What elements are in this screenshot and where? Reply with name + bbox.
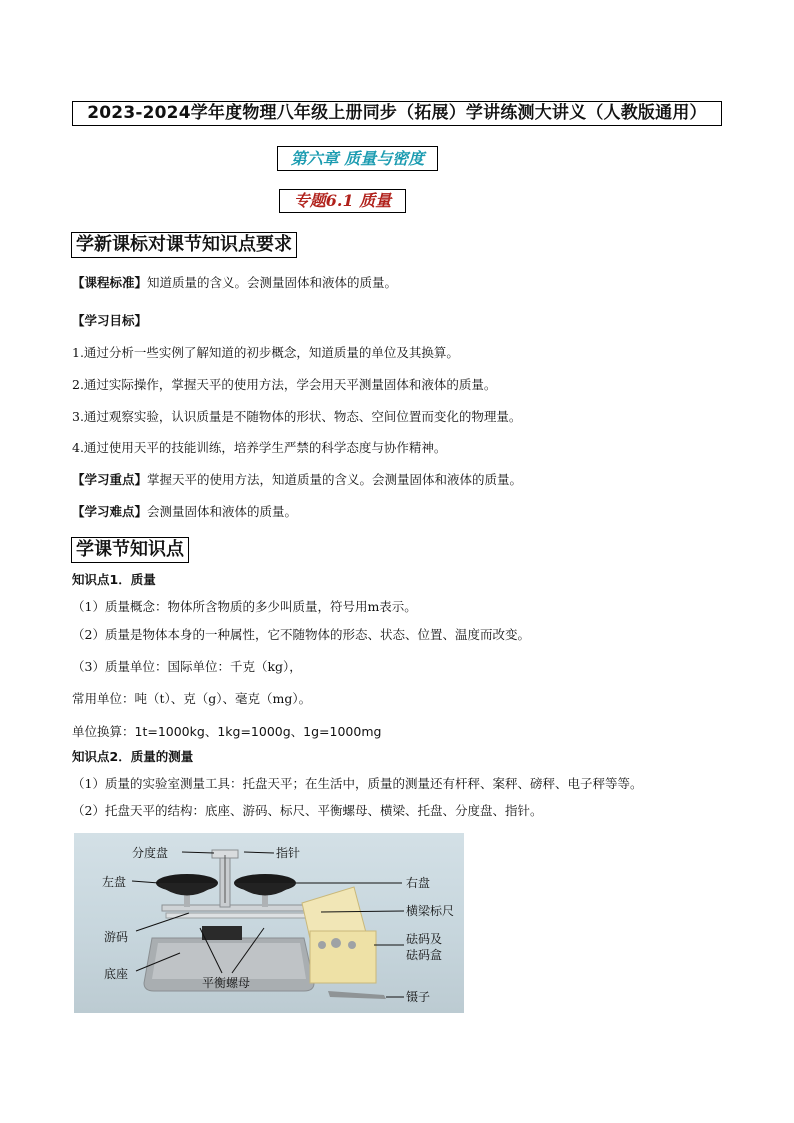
nameplate xyxy=(202,926,242,940)
course-standard xyxy=(72,275,397,291)
learning-goal-item: 4.通过使用天平的技能训练，培养学生严禁的科学态度与协作精神。 xyxy=(72,440,447,455)
learning-key-text: 掌握天平的使用方法，知道质量的含义。会测量固体和液体的质量。 xyxy=(147,472,523,487)
learning-difficulty-text: 会测量固体和液体的质量。 xyxy=(147,504,298,519)
learning-difficulty-label: 【学习难点】 xyxy=(72,504,148,519)
knowledge-line: （2）托盘天平的结构：底座、游码、标尺、平衡螺母、横梁、托盘、分度盘、指针。 xyxy=(72,803,543,818)
balance-scale-illustration xyxy=(74,833,464,1013)
label-tweezers: 镊子 xyxy=(406,990,431,1004)
learning-goals-label: 【学习目标】 xyxy=(72,313,148,328)
label-beam-scale: 横梁标尺 xyxy=(406,904,455,918)
chapter-title: 第六章 质量与密度 xyxy=(277,146,438,171)
document-title: 2023-2024学年度物理八年级上册同步（拓展）学讲练测大讲义（人教版通用） xyxy=(72,101,722,126)
knowledge-line: 单位换算：1t=1000kg、1kg=1000g、1g=1000mg xyxy=(72,724,382,739)
knowledge-point-2-title: 知识点2．质量的测量 xyxy=(72,749,194,764)
balance-scale-figure xyxy=(74,833,464,1013)
knowledge-point-1-title: 知识点1．质量 xyxy=(72,572,156,587)
knowledge-line: 常用单位：吨（t）、克（g）、毫克（mg）。 xyxy=(72,691,312,706)
label-weights-line1: 砝码及 xyxy=(406,932,443,946)
label-left-pan: 左盘 xyxy=(102,875,127,889)
label-weights-line2: 砝码盒 xyxy=(406,948,443,962)
section-heading-knowledge: 学课节知识点 xyxy=(71,537,189,563)
label-rider: 游码 xyxy=(104,930,129,944)
learning-goal-item: 2.通过实际操作，掌握天平的使用方法，学会用天平测量固体和液体的质量。 xyxy=(72,377,497,392)
label-balance-nut: 平衡螺母 xyxy=(202,976,251,990)
course-standard-label: 【课程标准】 xyxy=(72,275,148,290)
section-heading-requirements: 学新课标对课节知识点要求 xyxy=(71,232,297,258)
learning-key-point xyxy=(72,472,522,488)
knowledge-line: （1）质量的实验室测量工具：托盘天平；在生活中，质量的测量还有杆秤、案秤、磅秤、电子秤等等。 xyxy=(72,776,643,791)
label-dial: 分度盘 xyxy=(132,846,169,860)
learning-goal-item: 3.通过观察实验，认识质量是不随物体的形状、物态、空间位置而变化的物理量。 xyxy=(72,409,522,424)
knowledge-line: （3）质量单位：国际单位：千克（kg）， xyxy=(72,659,302,674)
learning-difficulty xyxy=(72,504,297,520)
course-standard-text: 知道质量的含义。会测量固体和液体的质量。 xyxy=(147,275,398,290)
label-pointer: 指针 xyxy=(276,846,301,860)
learning-key-label: 【学习重点】 xyxy=(72,472,148,487)
label-right-pan: 右盘 xyxy=(406,876,431,890)
learning-goal-item: 1.通过分析一些实例了解知道的初步概念，知道质量的单位及其换算。 xyxy=(72,345,459,360)
knowledge-line: （2）质量是物体本身的一种属性，它不随物体的形态、状态、位置、温度而改变。 xyxy=(72,627,530,642)
knowledge-line: （1）质量概念：物体所含物质的多少叫质量，符号用m表示。 xyxy=(72,599,417,614)
topic-title: 专题6.1 质量 xyxy=(279,189,406,213)
label-base: 底座 xyxy=(104,967,129,981)
